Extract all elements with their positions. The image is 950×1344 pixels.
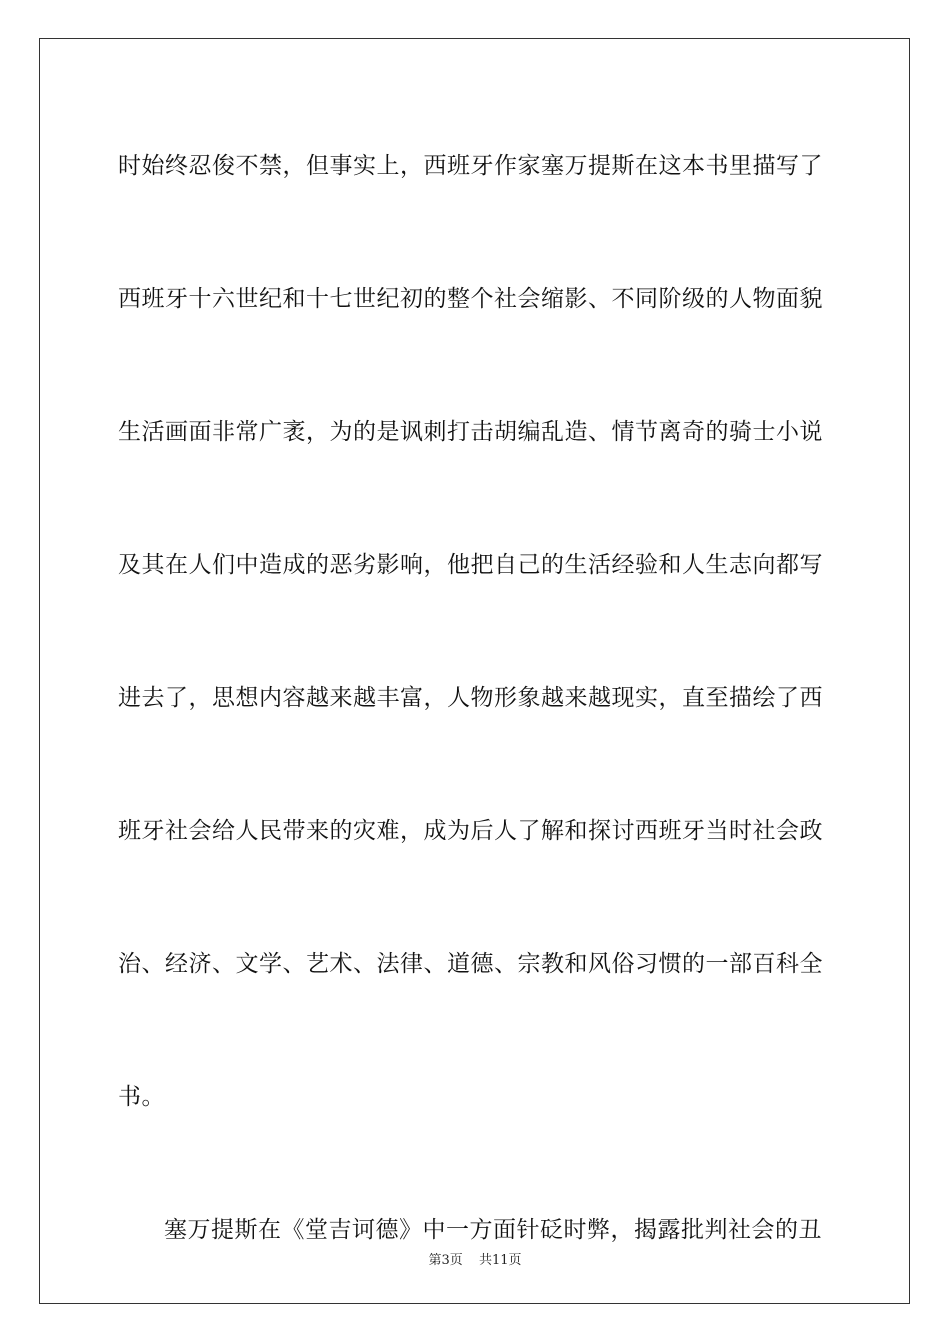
document-body bbox=[118, 100, 833, 1297]
page-total: 共11页 bbox=[478, 1253, 522, 1268]
text-line: 班牙社会给人民带来的灾难，成为后人了解和探讨西班牙当时社会政 bbox=[118, 818, 823, 844]
page-footer bbox=[0, 1249, 950, 1268]
text-line: 及其在人们中造成的恶劣影响，他把自己的生活经验和人生志向都写 bbox=[118, 552, 823, 578]
text-line: 进去了，思想内容越来越丰富，人物形象越来越现实，直至描绘了西 bbox=[118, 685, 823, 711]
text-line: 书。 bbox=[118, 1084, 165, 1110]
text-line: 西班牙十六世纪和十七世纪初的整个社会缩影、不同阶级的人物面貌 bbox=[118, 286, 823, 312]
paragraph-start-line: 塞万提斯在《堂吉诃德》中一方面针砭时弊，揭露批判社会的丑 bbox=[164, 1217, 822, 1243]
text-line: 时始终忍俊不禁，但事实上，西班牙作家塞万提斯在这本书里描写了 bbox=[118, 153, 823, 179]
text-line: 治、经济、文学、艺术、法律、道德、宗教和风俗习惯的一部百科全 bbox=[118, 951, 823, 977]
page-number: 第3页 bbox=[428, 1253, 463, 1268]
text-line: 生活画面非常广袤，为的是讽刺打击胡编乱造、情节离奇的骑士小说 bbox=[118, 419, 823, 445]
